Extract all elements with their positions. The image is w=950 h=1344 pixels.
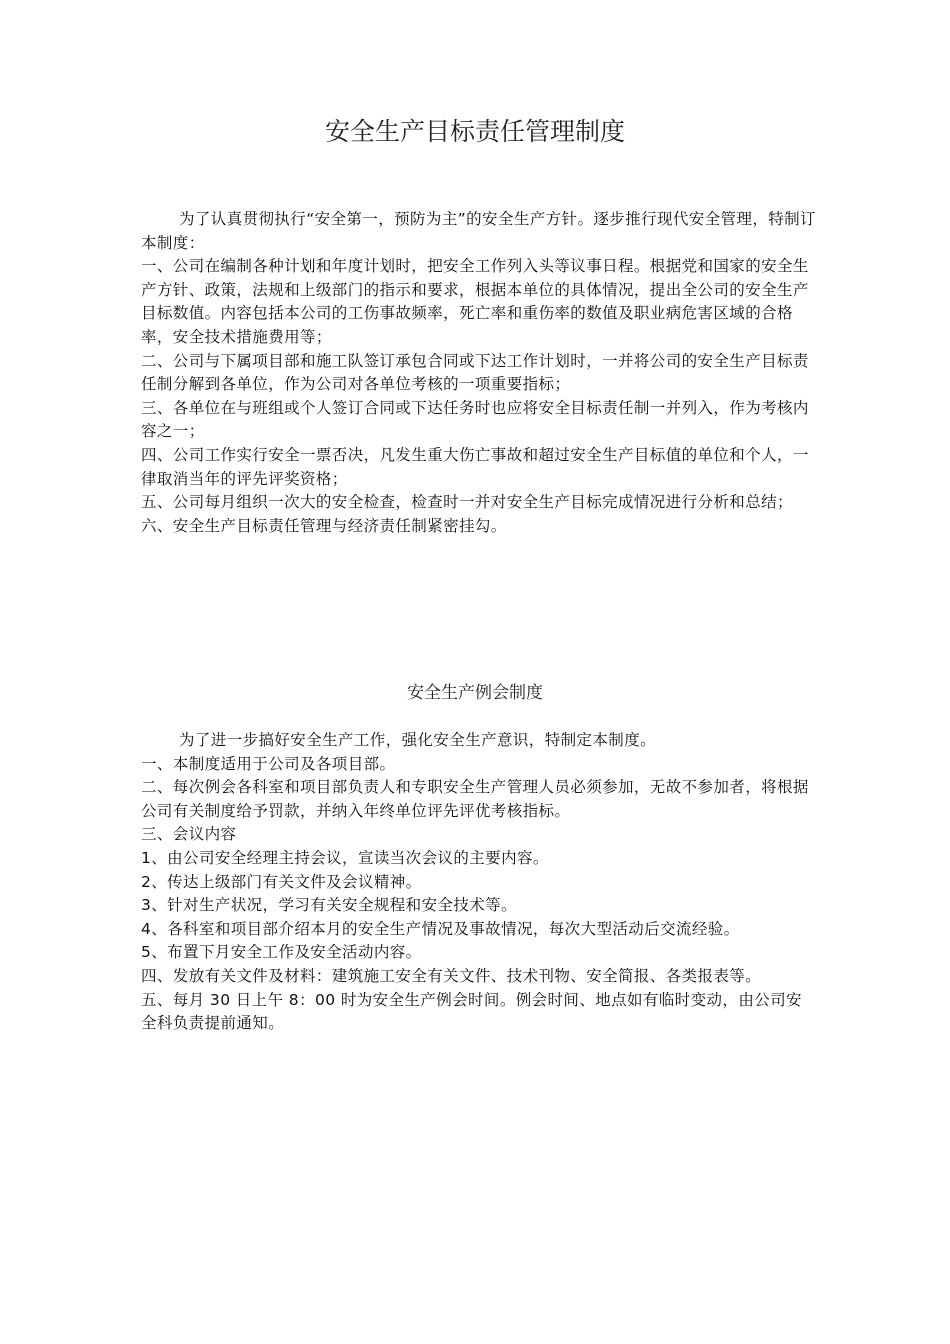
safety-meeting-item-2: 二、每次例会各科室和项目部负责人和专职安全生产管理人员必须参加，无故不参加者，将根据公司有关制度给予罚款，并纳入年终单位评先评优考核指标。 [141, 778, 809, 820]
safety-meeting-intro: 为了进一步搞好安全生产工作，强化安全生产意识，特制定本制度。 [179, 731, 657, 749]
safety-meeting-subitem-4: 4、各科室和项目部介绍本月的安全生产情况及事故情况，每次大型活动后交流经验。 [141, 919, 740, 938]
safety-target-item-4: 四、公司工作实行安全一票否决，凡发生重大伤亡事故和超过安全生产目标值的单位和个人，一律取消当年的评先评奖资格； [141, 445, 809, 488]
safety-target-body [141, 208, 816, 538]
safety-meeting-body [141, 729, 816, 1036]
safety-meeting-item-5: 五、每月 30 日上午 8：00 时为安全生产例会时间。例会时间、地点如有临时变动，由公司安全科负责提前通知。 [141, 990, 802, 1033]
document-title-safety-meeting: 安全生产例会制度 [407, 683, 543, 703]
safety-target-item-6: 六、安全生产目标责任管理与经济责任制紧密挂勾。 [141, 516, 507, 535]
safety-meeting-item-1: 一、本制度适用于公司及各项目部。 [141, 754, 396, 773]
safety-meeting-subitem-2: 2、传达上级部门有关文件及会议精神。 [141, 872, 422, 891]
safety-target-item-2: 二、公司与下属项目部和施工队签订承包合同或下达工作计划时，一并将公司的安全生产目标责任制分解到各单位，作为公司对各单位考核的一项重要指标； [141, 351, 809, 394]
safety-target-item-5: 五、公司每月组织一次大的安全检查，检查时一并对安全生产目标完成情况进行分析和总结； [141, 493, 793, 512]
safety-meeting-item-3: 三、会议内容 [141, 825, 237, 844]
safety-meeting-subitem-3: 3、针对生产状况，学习有关安全规程和安全技术等。 [141, 896, 517, 915]
safety-target-item-3: 三、各单位在与班组或个人签订合同或下达任务时也应将安全目标责任制一并列入，作为考核内容之一； [141, 398, 809, 441]
safety-meeting-item-4: 四、发放有关文件及材料：建筑施工安全有关文件、技术刊物、安全简报、各类报表等。 [141, 966, 762, 985]
safety-meeting-subitem-1: 1、由公司安全经理主持会议，宣读当次会议的主要内容。 [141, 848, 549, 867]
safety-target-item-1: 一、公司在编制各种计划和年度计划时，把安全工作列入头等议事日程。根据党和国家的安全生产方针、政策，法规和上级部门的指示和要求，根据本单位的具体情况，提出全公司的安全生产目标数值。内容包括本公司的工伤事故频率，死亡率和重伤率的数值及职业病危害区域的合格率，安全技术措施费用等； [141, 257, 809, 346]
safety-target-intro: 为了认真贯彻执行“安全第一，预防为主”的安全生产方针。逐步推行现代安全管理，特制订本制度： [141, 210, 816, 252]
document-title-safety-target: 安全生产目标责任管理制度 [324, 117, 625, 146]
safety-meeting-subitem-5: 5、布置下月安全工作及安全活动内容。 [141, 943, 422, 962]
